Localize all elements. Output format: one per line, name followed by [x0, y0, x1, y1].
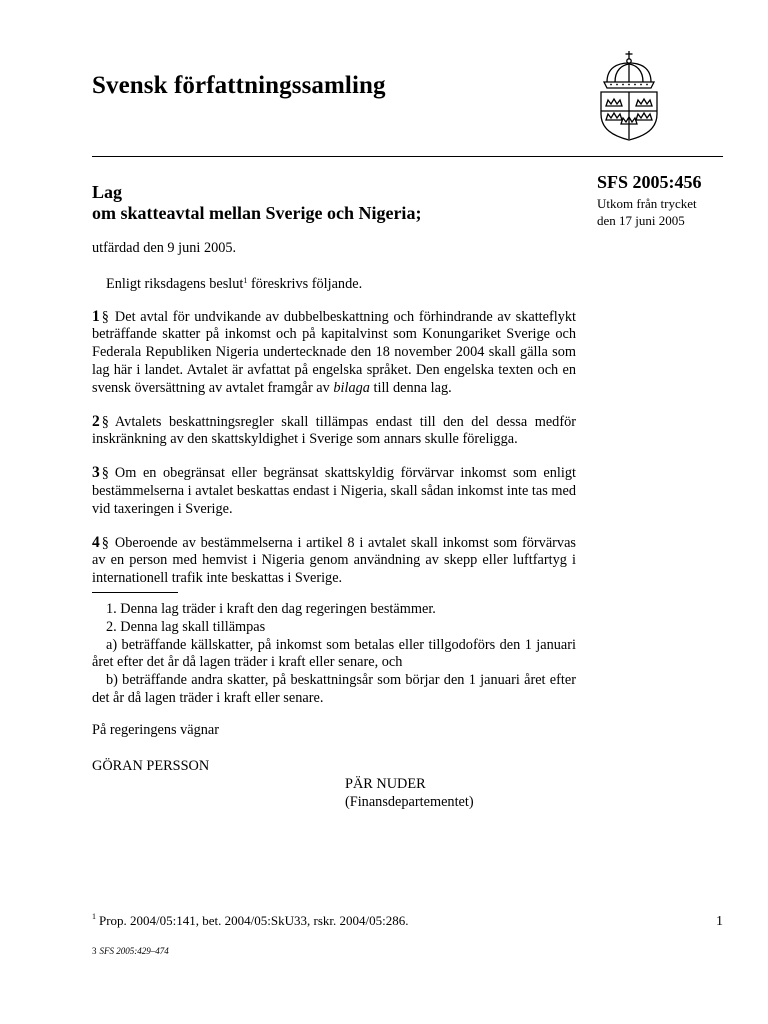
section-number: 3: [92, 464, 100, 482]
law-title-line1: Lag: [92, 182, 123, 202]
intro-paragraph: [92, 272, 576, 294]
signatory-minister: PÄR NUDER: [345, 776, 426, 793]
section-emphasis: bilaga: [333, 379, 370, 396]
section-3: [92, 464, 576, 518]
section-text: Om en obegränsat eller begränsat skattskyldig förvärvar inkomst som enligt bestämmelserna i avtalet beskattas endast i Nigeria, skall sådan inkomst inte tas med vid taxeringen i Sverige.: [92, 465, 576, 517]
section-sign: §: [101, 534, 109, 551]
page-number: 1: [716, 914, 723, 929]
file-ref-number: 3: [92, 946, 97, 956]
sfs-number: SFS 2005:456: [597, 172, 702, 192]
header-rule: [92, 156, 723, 157]
law-title: [92, 182, 421, 224]
section-sign: §: [101, 308, 109, 325]
swedish-crest-icon: [593, 48, 665, 142]
section-1: [92, 308, 576, 398]
published-line2: den 17 juni 2005: [597, 213, 685, 228]
published-line1: Utkom från trycket: [597, 196, 697, 211]
section-text: Det avtal för undvikande av dubbelbeskattning och förhindrande av skatteflykt beträffande skatter på inkomst och på kapitalvinst som Konungariket Sverige och Federala Republiken Nigeria undertecknade den 18 november 2004 skall gälla som lag här i landet. Avtalet är avfattat på engelska språket. Den engelska texten och en svensk översättning av avtalet framgår av: [92, 308, 576, 396]
signatory-prime-minister: GÖRAN PERSSON: [92, 757, 210, 774]
file-reference: [92, 946, 169, 956]
section-number: 2: [92, 412, 100, 430]
transitional-item: b) beträffande andra skatter, på beskattningsår som börjar den 1 januari året efter det år då lagen träder i kraft eller senare.: [92, 672, 576, 706]
section-number: 1: [92, 307, 100, 325]
file-ref-text: SFS 2005:429–474: [99, 946, 169, 956]
transitional-divider: [92, 592, 178, 593]
footnote-text: Prop. 2004/05:141, bet. 2004/05:SkU33, rskr. 2004/05:286.: [99, 913, 409, 928]
transitional-provisions: [92, 601, 576, 708]
transitional-item: a) beträffande källskatter, på inkomst som betalas eller tillgodoförs den 1 januari året efter det år då lagen träder i kraft eller senare, och: [92, 636, 576, 671]
section-text: Oberoende av bestämmelserna i artikel 8 i avtalet skall inkomst som förvärvas av en person med hemvist i Nigeria genom användning av skepp eller luftfartyg i internationell trafik inte beskattas i Sverige.: [92, 534, 576, 587]
transitional-item: 1. Denna lag träder i kraft den dag regeringen bestämmer.: [106, 600, 436, 617]
law-title-line2: om skatteavtal mellan Sverige och Nigeria;: [92, 203, 422, 223]
ministry-name: (Finansdepartementet): [345, 794, 474, 811]
section-text: Avtalets beskattningsregler skall tillämpas endast till den del dessa medför inskränkning av den skattskyldighet i Sverige som annars skulle föreligga.: [92, 413, 576, 448]
issued-date: utfärdad den 9 juni 2005.: [92, 240, 237, 256]
intro-text-end: föreskrivs följande.: [247, 275, 363, 292]
transitional-item: 2. Denna lag skall tillämpas: [106, 618, 266, 635]
section-sign: §: [101, 413, 109, 430]
section-text-end: till denna lag.: [369, 379, 452, 396]
intro-text: Enligt riksdagens beslut: [106, 275, 244, 292]
section-sign: §: [101, 465, 109, 482]
publication-info: [597, 195, 697, 229]
closing-formula: På regeringens vägnar: [92, 721, 220, 738]
footnote-reference: 1: [243, 275, 248, 285]
section-2: [92, 413, 576, 450]
publication-title: Svensk författningssamling: [92, 72, 386, 99]
footnote-mark: 1: [92, 912, 96, 921]
section-number: 4: [92, 533, 100, 551]
section-4: [92, 534, 576, 588]
footnote: [92, 912, 408, 929]
minister-signature-block: [345, 776, 576, 812]
law-body: [92, 240, 576, 812]
